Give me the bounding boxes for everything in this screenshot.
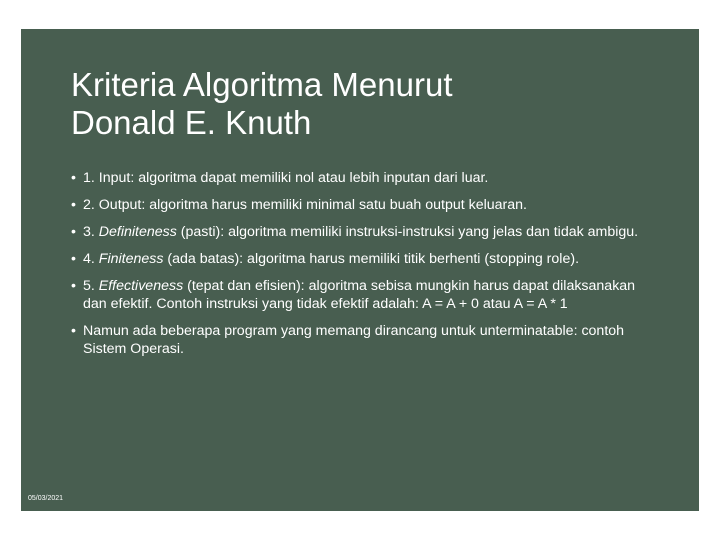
bullet-text: 3. (83, 224, 99, 240)
slide-date: 05/03/2021 (28, 495, 64, 502)
bullet-text: 5. (83, 278, 99, 294)
slide (21, 29, 699, 511)
bullet-term: Finiteness (98, 251, 164, 267)
bullet-item (71, 169, 656, 187)
bullet-list (71, 169, 656, 367)
bullet-dot: • (71, 251, 76, 267)
bullet-text: 4. (83, 251, 99, 267)
bullet-text: Namun ada beberapa program yang memang dirancang untuk unterminatable: contoh Sistem Operasi. (83, 323, 625, 357)
bullet-item (71, 322, 656, 358)
bullet-text: 1. Input: algoritma dapat memiliki nol atau lebih inputan dari luar. (83, 170, 489, 186)
bullet-item (71, 196, 656, 214)
slide-title-line-1: Kriteria Algoritma Menurut (71, 66, 453, 103)
bullet-term: Definiteness (98, 224, 177, 240)
bullet-item (71, 250, 656, 268)
bullet-dot: • (71, 197, 76, 213)
bullet-item (71, 223, 656, 241)
bullet-dot: • (71, 224, 76, 240)
bullet-term: Effectiveness (98, 278, 184, 294)
slide-title-line-2: Donald E. Knuth (71, 104, 312, 141)
bullet-item (71, 277, 656, 313)
slide-title (71, 66, 671, 142)
bullet-text: (tepat dan efisien): algoritma sebisa mungkin harus dapat dilaksanakan dan efektif. Contoh instruksi yang tidak efektif adalah: A = A + 0 atau A = A * 1 (83, 278, 636, 312)
bullet-dot: • (71, 278, 76, 294)
bullet-dot: • (71, 170, 76, 186)
bullet-text: (pasti): algoritma memiliki instruksi-instruksi yang jelas dan tidak ambigu. (176, 224, 639, 240)
bullet-text: 2. Output: algoritma harus memiliki minimal satu buah output keluaran. (83, 197, 527, 213)
bullet-text: (ada batas): algoritma harus memiliki titik berhenti (stopping role). (163, 251, 580, 267)
bullet-dot: • (71, 323, 76, 339)
